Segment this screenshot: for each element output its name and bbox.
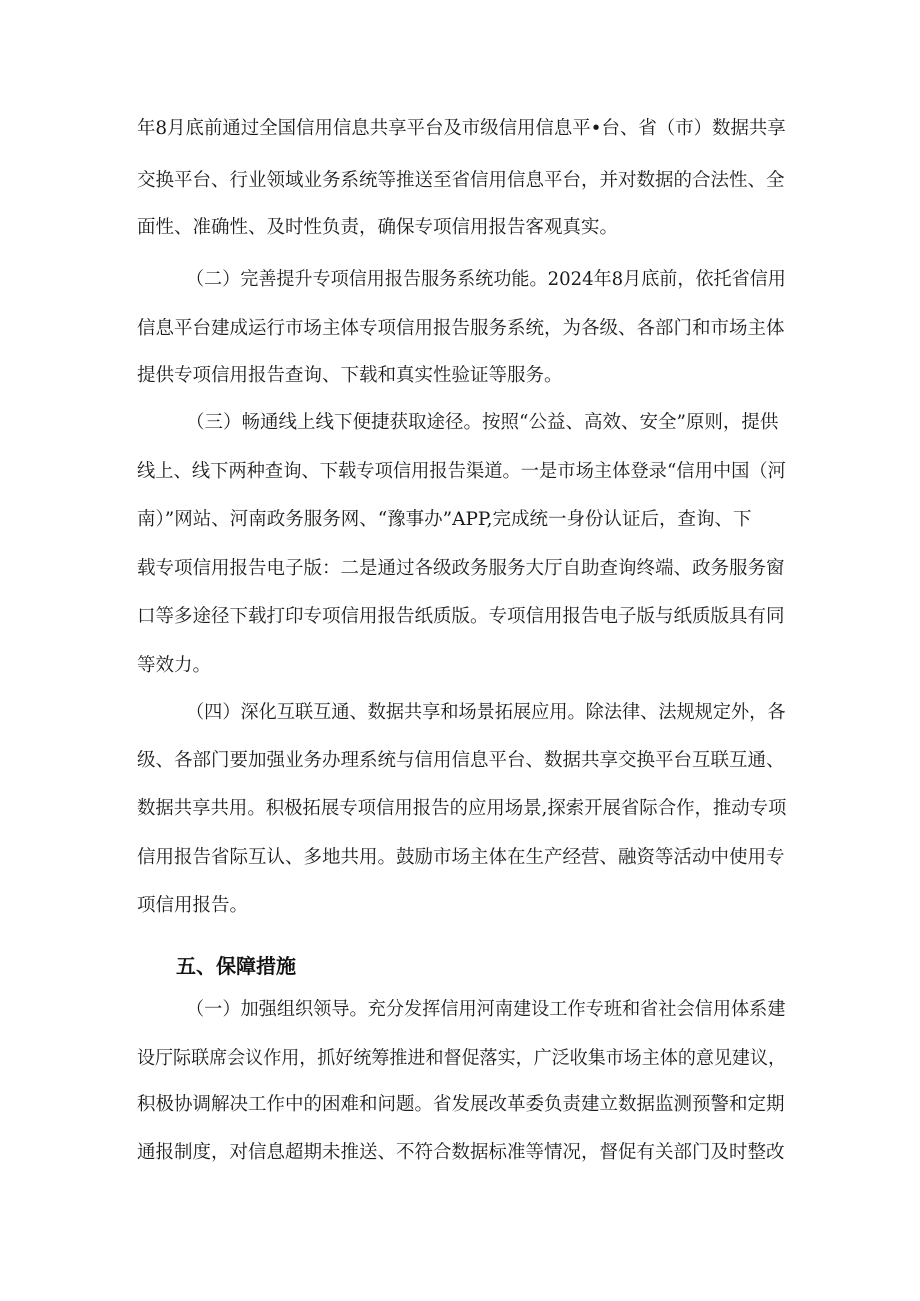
- text-line: [0, 549, 920, 589]
- text-line: [0, 597, 920, 637]
- text: 信用报告省际互认、多地共用。鼓励市场主体在生产经营、融资等活动中使用专: [137, 847, 785, 868]
- text: 级、各部门要加强业务办理系统与信用信息平台、数据共享交换平台互联互通、: [137, 750, 785, 771]
- text: （四）深化互联互通、数据共享和场景拓展应用。除法律、法规规定外，各: [186, 702, 786, 723]
- text: 设厅际联席会议作用，抓好统筹推进和督促落实，广泛收集市场主体的意见建议，: [137, 1048, 787, 1069]
- text: 通报制度，对信息超期未推送、不符合数据标准等情况，督促有关部门及时整改: [137, 1142, 785, 1163]
- text-line: [0, 452, 920, 492]
- text-line: [0, 693, 920, 733]
- text: 项信用报告。: [137, 895, 249, 916]
- text: 积极协调解决工作中的困难和问题。省发展改革委负责建立数据监测预警和定期: [137, 1094, 785, 1115]
- text: 南）”网站、河南政务服务网、“豫事办”APP,完成统一身份认证后，查询、下: [137, 509, 752, 530]
- text: 数据共享共用。积极拓展专项信用报告的应用场景,探索开展省际合作，推动专项: [137, 798, 787, 819]
- text-line: [0, 990, 920, 1030]
- text: （二）完善提升专项信用报告服务系统功能。2024年8月底前，依托省信用: [186, 269, 786, 290]
- text: 等效力。: [137, 655, 212, 676]
- text: 载专项信用报告电子版：二是通过各级政务服务大厅自助查询终端、政务服务窗: [137, 558, 785, 579]
- text: （一）加强组织领导。充分发挥信用河南建设工作专班和省社会信用体系建: [186, 999, 786, 1020]
- text-line: [0, 741, 920, 781]
- text-line: [0, 356, 920, 396]
- text: 面性、准确性、及时性负责，确保专项信用报告客观真实。: [137, 217, 619, 238]
- text: 信息平台建成运行市场主体专项信用报告服务系统，为各级、各部门和市场主体: [137, 318, 785, 339]
- text-line: [0, 403, 920, 443]
- text-line: [0, 109, 920, 149]
- text-line: [0, 789, 920, 829]
- text: 年8月底前通过全国信用信息共享平台及市级信用信息平•台、省（市）数据共享: [137, 118, 786, 139]
- text-line: [0, 1085, 920, 1125]
- text: 交换平台、行业领域业务系统等推送至省信用信息平台，并对数据的合法性、全: [137, 170, 785, 191]
- text-line: [0, 161, 920, 201]
- text: 线上、线下两种查询、下载专项信用报告渠道。一是市场主体登录“信用中国（河: [137, 461, 786, 482]
- text: 口等多途径下载打印专项信用报告纸质版。专项信用报告电子版与纸质版具有同: [137, 606, 785, 627]
- section-heading: 五、保障措施: [176, 954, 296, 978]
- text-line: [0, 1133, 920, 1173]
- text-line: [0, 208, 920, 248]
- text-line: [0, 838, 920, 878]
- text: （三）畅通线上线下便捷获取途径。按照“公益、高效、安全”原则，提供: [186, 412, 779, 433]
- text-line: [0, 1039, 920, 1079]
- text-line: [0, 500, 920, 540]
- text-line: [0, 646, 920, 686]
- text-line: [0, 309, 920, 349]
- text-line: [0, 886, 920, 926]
- text-line: [0, 260, 920, 300]
- text: 提供专项信用报告查询、下载和真实性验证等服务。: [137, 365, 563, 386]
